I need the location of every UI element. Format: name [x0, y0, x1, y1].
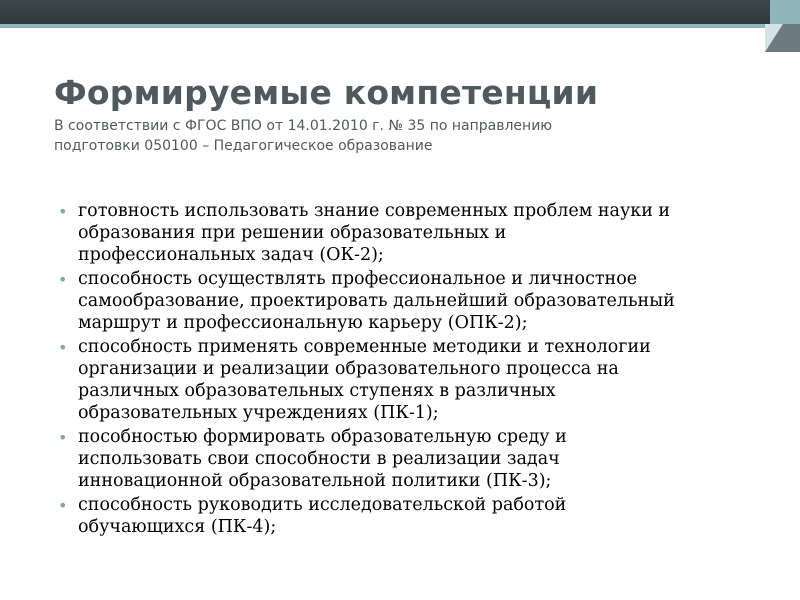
bullet-marker: •: [58, 202, 68, 221]
list-item-line: самообразование, проектировать дальнейший образовательный: [78, 291, 675, 311]
subtitle-line: В соответствии с ФГОС ВПО от 14.01.2010 г. № 35 по направлению: [54, 118, 553, 134]
title-block: [54, 74, 754, 156]
bullet-marker: •: [58, 338, 68, 357]
list-item-line: использовать свои способности в реализации задач: [78, 449, 560, 469]
competency-list: [56, 200, 756, 540]
list-item: [56, 426, 756, 492]
slide-title: Формируемые компетенции: [54, 73, 599, 112]
list-item: [56, 336, 756, 424]
list-item-line: способность применять современные методики и технологии: [78, 337, 651, 357]
list-item-line: обучающихся (ПК-4);: [78, 517, 277, 537]
corner-tab-highlight: [765, 24, 783, 52]
list-item: [56, 494, 756, 538]
bullet-marker: •: [58, 270, 68, 289]
list-item-line: инновационной образовательной политики (ПК-3);: [78, 471, 552, 491]
bullet-marker: •: [58, 428, 68, 447]
list-item-line: способность осуществлять профессиональное и личностное: [78, 269, 638, 289]
list-item-line: различных образовательных ступенях в различных: [78, 381, 556, 401]
list-item-line: маршрут и профессиональную карьеру (ОПК-2);: [78, 313, 528, 333]
slide-subtitle: [54, 116, 754, 156]
header-accent: [770, 0, 800, 24]
list-item: [56, 268, 756, 334]
list-item-line: образования при решении образовательных и: [78, 223, 507, 243]
subtitle-line: подготовки 050100 – Педагогическое образование: [54, 138, 433, 154]
list-item-line: готовность использовать знание современных проблем науки и: [78, 201, 671, 221]
list-item-line: способность руководить исследовательской работой: [78, 495, 567, 515]
list-item-line: профессиональных задач (ОК-2);: [78, 245, 384, 265]
accent-line: [0, 24, 765, 28]
list-item-line: организации и реализации образовательного процесса на: [78, 359, 619, 379]
list-item: [56, 200, 756, 266]
list-item-line: образовательных учреждениях (ПК-1);: [78, 403, 439, 423]
bullet-marker: •: [58, 496, 68, 515]
list-item-line: пособностью формировать образовательную среду и: [78, 427, 567, 447]
header-band: [0, 0, 770, 24]
